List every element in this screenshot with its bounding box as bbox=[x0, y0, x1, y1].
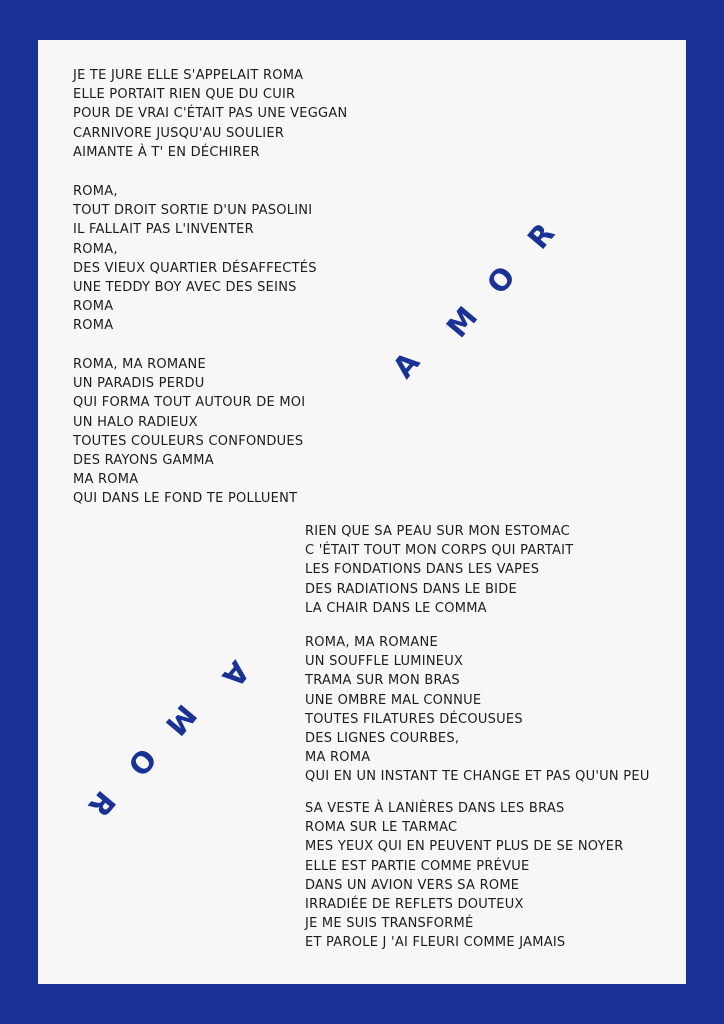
poem-line: IL FALLAIT PAS L'INVENTER bbox=[73, 222, 254, 238]
amor-upper-letter-m: M bbox=[439, 300, 485, 344]
poem-line: JE ME SUIS TRANSFORMÉ bbox=[305, 916, 474, 932]
poem-line: UNE TEDDY BOY AVEC DES SEINS bbox=[73, 280, 297, 296]
poem-line: ET PAROLE J 'AI FLEURI COMME JAMAIS bbox=[305, 935, 566, 951]
stanza-2 bbox=[73, 182, 317, 336]
poem-line: ROMA SUR LE TARMAC bbox=[305, 820, 458, 836]
poem-line: AIMANTE À T' EN DÉCHIRER bbox=[73, 144, 260, 160]
poem-line: TOUTES FILATURES DÉCOUSUES bbox=[305, 711, 523, 727]
poem-line: LA CHAIR DANS LE COMMA bbox=[305, 600, 487, 616]
stanza-4 bbox=[305, 522, 573, 618]
poem-line: ELLE EST PARTIE COMME PRÉVUE bbox=[305, 858, 530, 874]
poem-line: ROMA bbox=[73, 299, 114, 315]
poem-line: ROMA, bbox=[73, 241, 118, 257]
poem-line: ROMA, bbox=[73, 184, 118, 199]
poster-sheet bbox=[38, 40, 686, 984]
poem-line: MA ROMA bbox=[73, 472, 139, 488]
poem-line: TRAMA SUR MON BRAS bbox=[305, 673, 460, 689]
amor-upper-letter-r: R bbox=[520, 216, 562, 256]
amor-upper-letter-a: A bbox=[385, 345, 427, 385]
amor-lower-letter-o: O bbox=[121, 741, 163, 783]
amor-upper-letter-o: O bbox=[480, 259, 522, 301]
poem-line: IRRADIÉE DE REFLETS DOUTEUX bbox=[305, 897, 524, 913]
poem-line: ROMA, MA ROMANE bbox=[73, 357, 206, 372]
poem-line: MA ROMA bbox=[305, 750, 371, 766]
poem-line: JE TE JURE ELLE S'APPELAIT ROMA bbox=[73, 68, 304, 83]
poem-line: UN PARADIS PERDU bbox=[73, 376, 205, 392]
poem-line: ROMA bbox=[73, 318, 114, 334]
stanza-6 bbox=[305, 799, 624, 953]
amor-lower-letter-r: R bbox=[81, 784, 123, 824]
stanza-1 bbox=[73, 66, 347, 162]
poem-line: SA VESTE À LANIÈRES DANS LES BRAS bbox=[305, 801, 565, 816]
poem-line: QUI EN UN INSTANT TE CHANGE ET PAS QU'UN PEU bbox=[305, 769, 650, 785]
amor-lower-letter-m: M bbox=[158, 698, 204, 742]
poem-line: ELLE PORTAIT RIEN QUE DU CUIR bbox=[73, 87, 296, 103]
poem-line: DES LIGNES COURBES, bbox=[305, 731, 460, 747]
amor-lower-letter-a: A bbox=[215, 654, 257, 694]
poem-line: CARNIVORE JUSQU'AU SOULIER bbox=[73, 125, 285, 141]
poem-line: DES RAYONS GAMMA bbox=[73, 453, 214, 469]
poem-line: POUR DE VRAI C'ÉTAIT PAS UNE VEGGAN bbox=[73, 106, 348, 122]
poem-line: DANS UN AVION VERS SA ROME bbox=[305, 877, 520, 893]
poem-line: UN HALO RADIEUX bbox=[73, 414, 198, 430]
poem-line: RIEN QUE SA PEAU SUR MON ESTOMAC bbox=[305, 524, 570, 539]
poem-line: MES YEUX QUI EN PEUVENT PLUS DE SE NOYER bbox=[305, 839, 624, 855]
poem-line: C 'ÉTAIT TOUT MON CORPS QUI PARTAIT bbox=[305, 543, 574, 559]
poem-line: ROMA, MA ROMANE bbox=[305, 635, 438, 650]
poem-line: TOUTES COULEURS CONFONDUES bbox=[73, 433, 304, 449]
stanza-3 bbox=[73, 355, 305, 509]
poem-line: QUI FORMA TOUT AUTOUR DE MOI bbox=[73, 395, 306, 411]
poem-line: UN SOUFFLE LUMINEUX bbox=[305, 654, 464, 670]
stanza-5 bbox=[305, 633, 650, 787]
poem-line: UNE OMBRE MAL CONNUE bbox=[305, 692, 482, 708]
poem-line: TOUT DROIT SORTIE D'UN PASOLINI bbox=[73, 203, 313, 219]
poem-line: QUI DANS LE FOND TE POLLUENT bbox=[73, 491, 298, 507]
poem-line: DES RADIATIONS DANS LE BIDE bbox=[305, 581, 517, 597]
poem-line: LES FONDATIONS DANS LES VAPES bbox=[305, 562, 540, 578]
poem-line: DES VIEUX QUARTIER DÉSAFFECTÉS bbox=[73, 260, 317, 276]
